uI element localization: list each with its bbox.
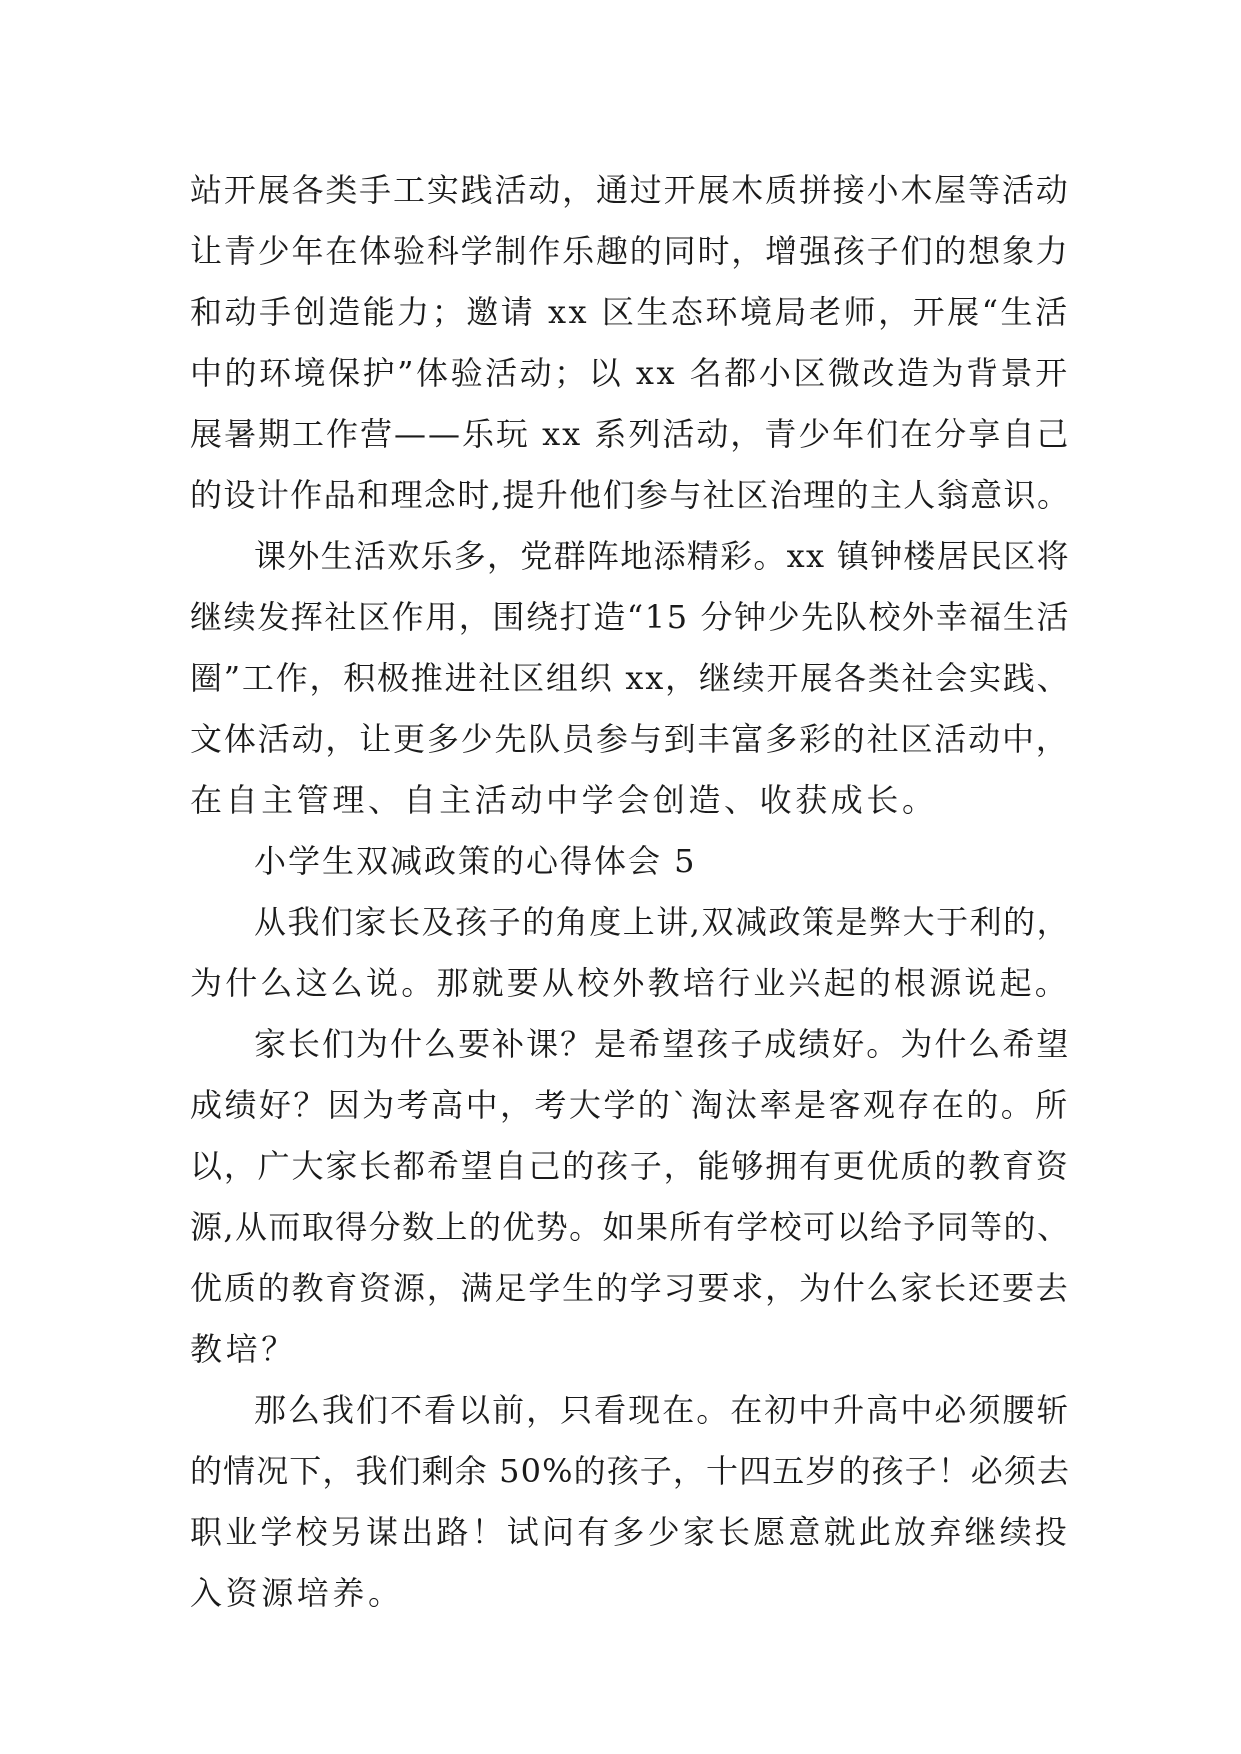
text-line: 让青少年在体验科学制作乐趣的同时，增强孩子们的想象力	[190, 232, 1070, 270]
text-line: 入资源培养。	[190, 1574, 404, 1612]
text-line: 展暑期工作营——乐玩 xx 系列活动，青少年们在分享自己	[190, 415, 1071, 453]
text-line: 在自主管理、自主活动中学会创造、收获成长。	[190, 781, 938, 819]
text-line: 继续发挥社区作用，围绕打造“15 分钟少先队校外幸福生活	[190, 598, 1071, 636]
text-line: 职业学校另谋出路！试问有多少家长愿意就此放弃继续投	[190, 1513, 1071, 1551]
text-line: 文体活动，让更多少先队员参与到丰富多彩的社区活动中，	[190, 720, 1070, 758]
paragraph-start-line: 那么我们不看以前，只看现在。在初中升高中必须腰斩	[254, 1391, 1071, 1429]
text-line: 站开展各类手工实践活动，通过开展木质拼接小木屋等活动	[190, 171, 1070, 209]
text-line: 的情况下，我们剩余 50%的孩子，十四五岁的孩子！必须去	[190, 1452, 1071, 1490]
text-line: 教培？	[190, 1330, 297, 1368]
text-line: 成绩好？因为考高中，考大学的`淘汰率是客观存在的。所	[190, 1086, 1070, 1124]
section-heading: 小学生双减政策的心得体会 5	[254, 842, 697, 880]
text-line: 源,从而取得分数上的优势。如果所有学校可以给予同等的、	[190, 1208, 1071, 1246]
document-body	[190, 160, 1070, 1624]
text-line: 圈”工作，积极推进社区组织 xx，继续开展各类社会实践、	[190, 659, 1071, 697]
text-line: 和动手创造能力；邀请 xx 区生态环境局老师，开展“生活	[190, 293, 1070, 331]
text-line: 为什么这么说。那就要从校外教培行业兴起的根源说起。	[190, 964, 1071, 1002]
text-line: 中的环境保护”体验活动；以 xx 名都小区微改造为背景开	[190, 354, 1070, 392]
text-line: 的设计作品和理念时,提升他们参与社区治理的主人翁意识。	[190, 476, 1071, 514]
paragraph-start-line: 家长们为什么要补课？是希望孩子成绩好。为什么希望	[254, 1025, 1071, 1063]
text-line: 以，广大家长都希望自己的孩子，能够拥有更优质的教育资	[190, 1147, 1070, 1185]
text-line: 优质的教育资源，满足学生的学习要求，为什么家长还要去	[190, 1269, 1070, 1307]
paragraph-start-line: 从我们家长及孩子的角度上讲,双减政策是弊大于利的，	[254, 903, 1071, 941]
paragraph-start-line: 课外生活欢乐多，党群阵地添精彩。xx 镇钟楼居民区将	[254, 537, 1070, 575]
